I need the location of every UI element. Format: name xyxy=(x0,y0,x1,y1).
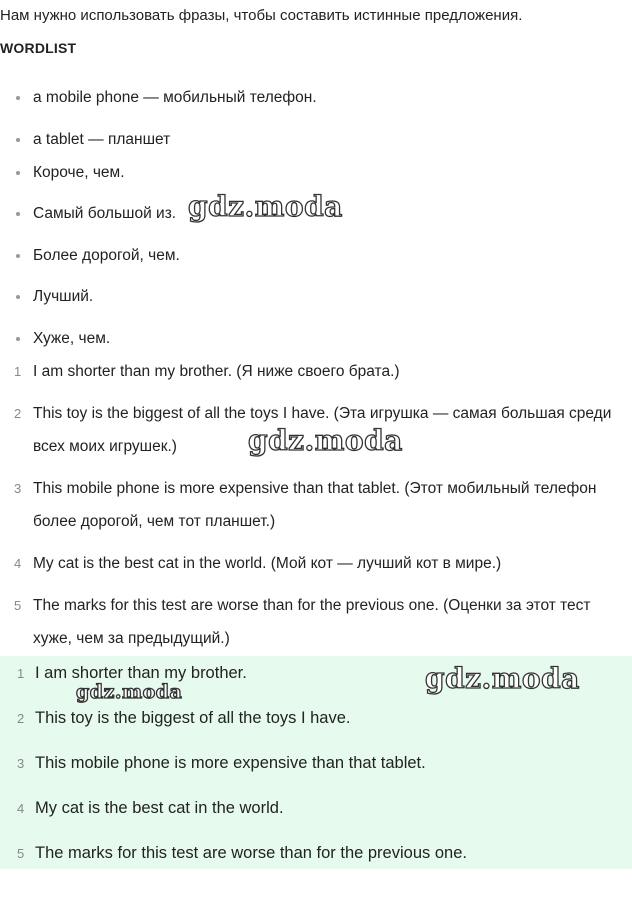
answer-item: 3 This mobile phone is more expensive than that tablet. xyxy=(17,754,426,772)
wordlist-item: Более дорогой, чем. xyxy=(16,247,180,265)
wordlist-item: Короче, чем. xyxy=(16,164,125,182)
answer-item: 4 My cat is the best cat in the world. xyxy=(17,799,284,817)
wordlist-item: Хуже, чем. xyxy=(16,330,110,348)
bullet-dot-icon xyxy=(16,337,20,341)
answer-item: 2 This toy is the biggest of all the toys I have. xyxy=(17,709,351,727)
sentence-item: 3 This mobile phone is more expensive than that tablet. (Этот мобильный телефон более дорогой, чем тот планшет.) xyxy=(14,480,597,530)
answer-item: 5 The marks for this test are worse than for the previous one. xyxy=(17,844,467,862)
bullet-dot-icon xyxy=(16,295,20,299)
bullet-dot-icon xyxy=(16,138,20,142)
bullet-dot-icon xyxy=(16,96,20,100)
wordlist-heading: WORDLIST xyxy=(0,40,77,56)
watermark: gdz.moda xyxy=(248,424,403,457)
watermark: gdz.moda xyxy=(188,190,343,223)
bullet-dot-icon xyxy=(16,254,20,258)
sentence-item: 1 I am shorter than my brother. (Я ниже своего брата.) xyxy=(14,363,400,380)
wordlist-item: a mobile phone — мобильный телефон. xyxy=(16,89,317,107)
sentence-item: 5 The marks for this test are worse than for the previous one. (Оценки за этот тест хуже, чем за предыдущий.) xyxy=(14,597,591,647)
watermark: gdz.moda xyxy=(76,681,183,703)
answer-item: 1 I am shorter than my brother. xyxy=(17,664,247,682)
sentence-item: 2 This toy is the biggest of all the toys I have. (Эта игрушка — самая большая среди всех моих игрушек.) xyxy=(14,405,612,455)
bullet-dot-icon xyxy=(16,171,20,175)
bullet-dot-icon xyxy=(16,212,20,216)
watermark: gdz.moda xyxy=(425,662,580,695)
intro-text: Нам нужно использовать фразы, чтобы составить истинные предложения. xyxy=(0,7,523,24)
wordlist-item: Лучший. xyxy=(16,288,93,306)
wordlist-item: a tablet — планшет xyxy=(16,131,170,149)
wordlist-item: Самый большой из. xyxy=(16,205,176,223)
sentence-item: 4 My cat is the best cat in the world. (Мой кот — лучший кот в мире.) xyxy=(14,555,502,572)
